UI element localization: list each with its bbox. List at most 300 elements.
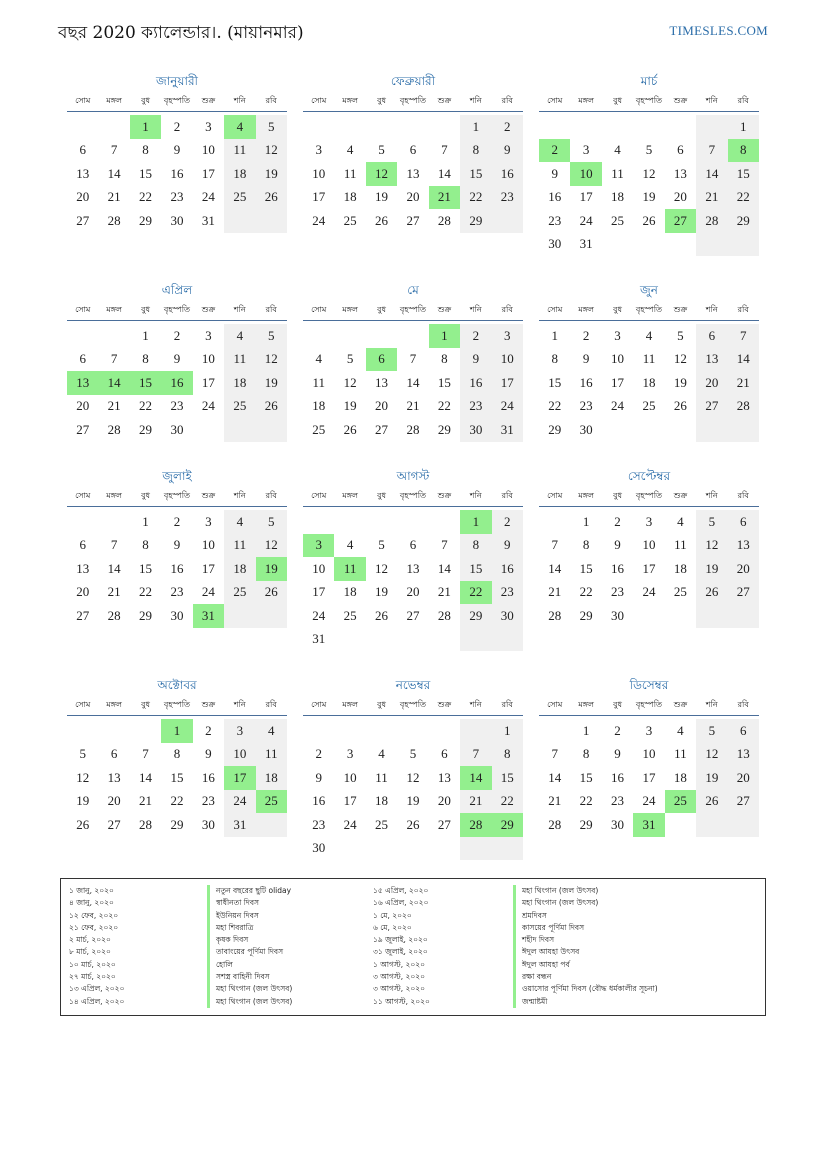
day-cell: 31 [312, 631, 326, 647]
day-cell-empty [539, 115, 570, 139]
day-cell: 31 [579, 236, 593, 252]
weekday-label: শুক্র [201, 491, 216, 500]
day-cell: 1 [142, 327, 149, 343]
weekday-label: বৃহস্পতি [635, 491, 663, 500]
weekday-label: মঙ্গল [578, 700, 594, 709]
month-name: সেপ্টেম্বর [627, 469, 671, 483]
weekday-label: বৃহস্পতি [399, 96, 427, 105]
holiday-day-cell: 11 [334, 557, 365, 581]
holiday-day-cell: 1 [161, 719, 192, 743]
day-cell: 29 [139, 607, 153, 623]
holiday-name: ঈদুল আযহা উৎসব [513, 946, 658, 958]
holiday-day-cell: 6 [366, 348, 397, 372]
day-cell-empty [539, 719, 570, 743]
day-cell-empty [633, 233, 664, 257]
weekday-label: শনি [469, 700, 482, 709]
holiday-date: ২৭ মার্চ, ২০২০ [69, 972, 116, 982]
day-grid [303, 510, 523, 651]
month-calendar [67, 72, 287, 233]
day-cell: 12 [76, 769, 90, 785]
weekday-label: মঙ্গল [342, 96, 358, 105]
day-cell: 29 [728, 209, 759, 233]
month-name: মার্চ [640, 74, 658, 88]
day-cell: 10 [201, 142, 215, 158]
holiday-day-cell: 21 [429, 186, 460, 210]
weekday-label: বৃহস্পতি [635, 96, 663, 105]
day-cell: 6 [409, 142, 417, 158]
holiday-date: ৩১ জুলাই, ২০২০ [373, 947, 428, 957]
day-cell: 13 [728, 534, 759, 558]
month-calendar [539, 281, 759, 442]
day-cell: 4 [346, 142, 354, 158]
day-cell: 5 [696, 719, 727, 743]
holiday-date: ২১ ফেব, ২০২০ [69, 922, 119, 932]
weekday-header [303, 488, 523, 507]
day-cell: 26 [642, 212, 656, 228]
weekday-label: বৃহস্পতি [399, 305, 427, 314]
day-cell: 9 [582, 351, 590, 367]
weekday-label: মঙ্গল [342, 700, 358, 709]
weekday-label: শুক্র [673, 700, 688, 709]
day-cell-empty [460, 837, 491, 861]
day-cell-empty [539, 510, 570, 534]
day-cell: 27 [728, 790, 759, 814]
day-cell: 17 [201, 374, 215, 390]
day-cell: 24 [312, 212, 326, 228]
holiday-day-cell: 14 [98, 371, 129, 395]
day-cell: 2 [582, 327, 590, 343]
weekday-label: শনি [233, 96, 246, 105]
day-cell: 27 [76, 421, 90, 437]
day-cell: 18 [256, 766, 287, 790]
holiday-day-cell: 31 [633, 813, 664, 837]
day-cell: 3 [645, 722, 653, 738]
day-cell: 20 [673, 189, 687, 205]
day-cell-empty [696, 233, 727, 257]
day-cell: 6 [677, 142, 684, 158]
weekday-label: সোম [547, 96, 563, 105]
day-cell: 20 [76, 584, 90, 600]
day-cell: 7 [551, 537, 558, 553]
day-cell: 20 [406, 584, 420, 600]
day-cell: 7 [441, 537, 448, 553]
weekday-label: বুধ [377, 96, 387, 105]
day-cell: 18 [224, 162, 255, 186]
holiday-date: ১৪ এপ্রিল, ২০২০ [69, 996, 125, 1006]
day-cell: 3 [492, 324, 523, 348]
day-grid [67, 115, 287, 233]
day-cell: 26 [256, 395, 287, 419]
day-cell: 10 [492, 348, 523, 372]
holiday-list [60, 878, 766, 1016]
weekday-label: বৃহস্পতি [163, 700, 191, 709]
day-cell: 16 [579, 374, 593, 390]
day-cell: 30 [492, 604, 523, 628]
weekday-label: বুধ [141, 700, 151, 709]
holiday-dates-left [69, 885, 124, 1008]
weekday-label: শনি [469, 491, 482, 500]
day-cell: 29 [437, 421, 451, 437]
day-cell: 13 [76, 560, 90, 576]
day-cell: 7 [441, 142, 448, 158]
day-cell: 9 [551, 165, 558, 181]
weekday-label: মঙ্গল [342, 305, 358, 314]
holiday-name: রক্ষা বন্ধন [513, 971, 658, 983]
holiday-date: ১ জানু, ২০২০ [69, 886, 114, 895]
day-cell: 20 [728, 557, 759, 581]
day-cell: 11 [224, 534, 255, 558]
day-cell: 23 [579, 398, 593, 414]
weekday-label: বৃহস্পতি [399, 491, 427, 500]
day-cell: 8 [142, 537, 149, 553]
holiday-date: ২ মার্চ, ২০২০ [69, 935, 111, 945]
day-cell-empty [696, 813, 727, 837]
weekday-label: মঙ্গল [578, 305, 594, 314]
day-cell: 20 [728, 766, 759, 790]
day-cell: 14 [406, 374, 420, 390]
holiday-date: ১২ ফেব, ২০২০ [69, 910, 119, 920]
month-calendar [539, 676, 759, 837]
day-cell: 19 [696, 766, 727, 790]
day-cell-empty [303, 510, 334, 534]
day-cell: 15 [728, 162, 759, 186]
day-cell: 12 [256, 139, 287, 163]
day-cell: 30 [201, 816, 215, 832]
day-cell: 17 [611, 374, 625, 390]
weekday-label: বুধ [377, 491, 387, 500]
day-cell-empty [334, 628, 365, 652]
day-cell-empty [366, 837, 397, 861]
weekday-label: মঙ্গল [106, 96, 122, 105]
day-cell: 17 [343, 793, 357, 809]
day-cell: 13 [406, 560, 420, 576]
holiday-day-cell: 3 [303, 534, 334, 558]
day-cell: 3 [315, 142, 322, 158]
weekday-label: মঙ্গল [106, 305, 122, 314]
day-cell: 2 [460, 324, 491, 348]
day-cell: 20 [437, 793, 451, 809]
day-cell: 13 [728, 743, 759, 767]
day-cell: 21 [107, 189, 121, 205]
day-cell: 26 [673, 398, 687, 414]
day-cell-empty [728, 418, 759, 442]
holiday-day-cell: 4 [224, 115, 255, 139]
day-cell: 26 [375, 607, 389, 623]
day-cell: 14 [696, 162, 727, 186]
month-name: এপ্রিল [161, 283, 193, 297]
day-cell-empty [397, 837, 428, 861]
holiday-name: মহা থিংগান (জল উৎসব) [207, 983, 292, 995]
weekday-label: শনি [705, 305, 718, 314]
day-cell: 31 [492, 418, 523, 442]
day-cell: 16 [492, 162, 523, 186]
day-cell: 20 [76, 189, 90, 205]
weekday-label: বৃহস্পতি [163, 96, 191, 105]
day-cell: 12 [696, 534, 727, 558]
day-cell: 11 [375, 769, 388, 785]
day-cell: 10 [642, 537, 656, 553]
day-cell: 11 [343, 165, 357, 181]
day-cell-empty [334, 115, 365, 139]
day-cell: 11 [674, 746, 687, 762]
day-cell: 29 [170, 816, 184, 832]
month-name: মে [407, 283, 419, 297]
day-cell: 24 [492, 395, 523, 419]
day-cell: 25 [312, 421, 326, 437]
day-cell: 17 [312, 584, 326, 600]
day-cell-empty [334, 837, 365, 861]
weekday-label: বুধ [613, 700, 623, 709]
day-cell: 20 [76, 398, 90, 414]
holiday-name: তাবাংয়ের পূর্ণিমা দিবস [207, 946, 292, 958]
holiday-date: ১১ আগস্ট, ২০২০ [373, 996, 430, 1006]
holiday-day-cell: 16 [161, 371, 192, 395]
day-cell: 11 [642, 351, 656, 367]
weekday-label: বুধ [613, 305, 623, 314]
day-cell: 22 [579, 793, 593, 809]
day-cell: 17 [579, 189, 593, 205]
day-cell: 21 [548, 793, 562, 809]
day-cell-empty [665, 813, 696, 837]
day-cell: 19 [76, 793, 90, 809]
holiday-name: হোলি [207, 959, 292, 971]
day-cell: 6 [696, 324, 727, 348]
month-name: জুলাই [162, 469, 192, 483]
day-cell: 16 [492, 557, 523, 581]
holiday-date: ১ মে, ২০২০ [373, 910, 412, 920]
day-cell: 8 [142, 351, 149, 367]
day-cell: 12 [343, 374, 357, 390]
day-cell: 3 [224, 719, 255, 743]
day-cell-empty [98, 510, 129, 534]
day-cell: 28 [548, 816, 562, 832]
day-cell: 1 [460, 115, 491, 139]
day-cell: 18 [343, 189, 357, 205]
weekday-label: সোম [311, 305, 327, 314]
day-cell: 24 [611, 398, 625, 414]
day-cell: 27 [696, 395, 727, 419]
day-cell: 23 [170, 189, 184, 205]
day-cell: 30 [579, 421, 593, 437]
holiday-date: ৪ জানু, ২০২০ [69, 898, 114, 908]
day-cell: 6 [79, 537, 86, 553]
day-cell: 7 [110, 537, 118, 553]
holiday-date: ১৯ জুলাই, ২০২০ [373, 935, 428, 945]
weekday-header [303, 697, 523, 716]
day-cell-empty [429, 719, 460, 743]
day-cell: 13 [107, 769, 121, 785]
day-cell-empty [67, 510, 98, 534]
day-cell: 21 [406, 398, 420, 414]
day-cell: 1 [582, 513, 590, 529]
day-cell: 5 [378, 537, 385, 553]
holiday-name: সশস্ত্র বাহিনী দিবস [207, 971, 292, 983]
weekday-label: সোম [547, 700, 563, 709]
weekday-label: বৃহস্পতি [635, 700, 663, 709]
day-cell: 1 [551, 327, 558, 343]
day-cell: 27 [107, 816, 121, 832]
day-cell: 30 [548, 236, 562, 252]
day-cell: 25 [611, 212, 625, 228]
weekday-label: বৃহস্পতি [635, 305, 663, 314]
holiday-names-right [513, 885, 658, 1008]
day-cell: 25 [224, 581, 255, 605]
day-cell-empty [570, 115, 601, 139]
day-cell: 4 [256, 719, 287, 743]
weekday-label: বুধ [377, 700, 387, 709]
day-grid [67, 324, 287, 442]
day-cell: 9 [460, 348, 491, 372]
day-cell: 14 [107, 165, 121, 181]
day-cell: 8 [460, 534, 491, 558]
day-cell-empty [98, 324, 129, 348]
weekday-label: বুধ [613, 96, 623, 105]
day-cell: 10 [611, 351, 625, 367]
day-cell: 3 [205, 118, 212, 134]
weekday-label: সোম [547, 305, 563, 314]
day-cell: 24 [201, 398, 215, 414]
day-cell: 23 [548, 212, 562, 228]
day-cell: 11 [224, 139, 255, 163]
day-cell: 19 [642, 189, 656, 205]
day-cell: 11 [611, 165, 624, 181]
holiday-day-cell: 1 [460, 510, 491, 534]
day-cell: 3 [346, 746, 354, 762]
day-cell: 15 [460, 162, 491, 186]
day-cell: 26 [696, 790, 727, 814]
day-cell: 7 [551, 746, 558, 762]
weekday-label: বুধ [377, 305, 387, 314]
day-cell: 16 [548, 189, 562, 205]
day-cell: 23 [460, 395, 491, 419]
day-cell-empty [334, 510, 365, 534]
day-cell: 16 [611, 769, 625, 785]
weekday-label: রবি [265, 305, 277, 314]
day-cell: 4 [378, 746, 385, 762]
day-cell: 2 [492, 115, 523, 139]
day-cell: 30 [611, 816, 625, 832]
day-grid [303, 324, 523, 442]
day-cell-empty [602, 418, 633, 442]
day-cell-empty [397, 510, 428, 534]
day-cell: 5 [256, 115, 287, 139]
day-cell-empty [256, 604, 287, 628]
day-cell: 30 [170, 607, 184, 623]
day-cell: 15 [139, 560, 153, 576]
day-cell: 18 [673, 769, 687, 785]
site-logo-link[interactable]: TIMESLES.COM [669, 23, 768, 38]
weekday-label: সোম [311, 96, 327, 105]
day-cell: 7 [696, 139, 727, 163]
day-cell: 24 [312, 607, 326, 623]
day-grid [539, 324, 759, 442]
holiday-date: ৩ আগস্ট, ২০২০ [373, 972, 426, 982]
day-cell: 27 [728, 581, 759, 605]
day-cell-empty [696, 604, 727, 628]
day-cell: 18 [312, 398, 326, 414]
holiday-name: স্বাধীনতা দিবস [207, 897, 292, 909]
holiday-day-cell: 2 [539, 139, 570, 163]
day-cell: 26 [76, 816, 90, 832]
day-cell: 30 [170, 212, 184, 228]
day-cell: 25 [343, 607, 357, 623]
month-calendar [539, 72, 759, 256]
day-cell: 18 [343, 584, 357, 600]
day-cell: 19 [375, 584, 389, 600]
day-cell: 10 [312, 165, 326, 181]
holiday-date: ৩ আগস্ট, ২০২০ [373, 984, 426, 994]
day-cell: 8 [460, 139, 491, 163]
day-cell: 7 [142, 746, 149, 762]
day-cell: 24 [343, 816, 357, 832]
holiday-name: ওয়াসোর পূর্ণিমা দিবস (বৌদ্ধ ধর্মকালীর সূচনা) [513, 983, 658, 995]
day-cell-empty [303, 324, 334, 348]
day-cell: 27 [76, 607, 90, 623]
day-cell: 1 [492, 719, 523, 743]
day-cell: 18 [224, 557, 255, 581]
weekday-label: সোম [75, 305, 91, 314]
day-cell: 26 [256, 186, 287, 210]
day-cell-empty [665, 233, 696, 257]
holiday-date: ১০ মার্চ, ২০২০ [69, 959, 116, 969]
day-cell: 4 [224, 324, 255, 348]
day-grid [539, 719, 759, 837]
day-cell: 6 [409, 537, 417, 553]
day-cell: 31 [224, 813, 255, 837]
holiday-day-cell: 22 [460, 581, 491, 605]
day-cell: 24 [579, 212, 593, 228]
day-cell: 19 [406, 793, 420, 809]
day-cell: 21 [696, 186, 727, 210]
day-cell-empty [256, 209, 287, 233]
day-cell: 23 [492, 186, 523, 210]
weekday-label: শুক্র [673, 96, 688, 105]
day-cell: 11 [674, 537, 687, 553]
day-cell-empty [633, 115, 664, 139]
month-name: ডিসেম্বর [629, 678, 669, 692]
day-cell: 1 [582, 722, 590, 738]
day-cell: 19 [256, 162, 287, 186]
day-cell-empty [98, 719, 129, 743]
weekday-label: রবি [265, 491, 277, 500]
day-cell: 29 [579, 816, 593, 832]
month-name: আগস্ট [396, 469, 430, 483]
weekday-header [539, 302, 759, 321]
holiday-day-cell: 1 [130, 115, 161, 139]
day-cell: 22 [139, 189, 153, 205]
day-cell: 13 [437, 769, 451, 785]
day-cell: 19 [673, 374, 687, 390]
holiday-name: নতুন বছরের ছুটি oliday [207, 885, 292, 897]
day-cell: 16 [170, 165, 184, 181]
weekday-label: শুক্র [437, 700, 452, 709]
day-cell: 10 [201, 537, 215, 553]
day-cell: 3 [614, 327, 621, 343]
month-name: জানুয়ারী [156, 74, 198, 88]
page-title: বছর 2020 ক্যালেন্ডার।. (মায়ানমার) [58, 23, 304, 43]
day-cell: 5 [409, 746, 417, 762]
day-cell: 12 [673, 351, 687, 367]
weekday-label: শুক্র [201, 96, 216, 105]
day-cell-empty [665, 418, 696, 442]
day-cell: 28 [728, 395, 759, 419]
month-calendar [539, 467, 759, 628]
day-cell: 5 [677, 327, 684, 343]
month-calendar [303, 676, 523, 860]
weekday-header [539, 488, 759, 507]
day-cell: 24 [642, 793, 656, 809]
day-cell: 9 [315, 769, 322, 785]
